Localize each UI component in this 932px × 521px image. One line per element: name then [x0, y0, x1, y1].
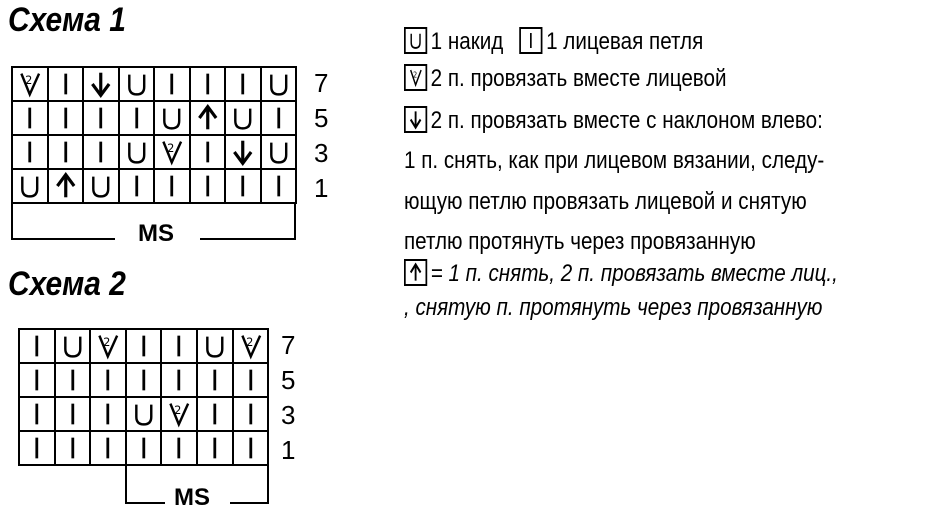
legend-ssk-line1: 2 п. провязать вместе с наклоном влево: — [430, 107, 823, 134]
schema2-row-number: 7 — [281, 330, 296, 360]
schema2-cell-k-icon — [162, 364, 198, 398]
svg-text:2: 2 — [167, 141, 175, 156]
schema1-cell-k-icon — [226, 68, 262, 102]
schema1-repeat-line-right — [200, 238, 296, 240]
sk2p-arrow-up-icon — [404, 259, 427, 286]
schema1-cell-k-icon — [191, 170, 227, 204]
schema1-row-number: 1 — [314, 173, 329, 203]
schema1-repeat-right-tick — [294, 204, 296, 240]
schema2-cell-k-icon — [56, 432, 92, 466]
legend-row-yo-knit — [404, 27, 703, 56]
schema2-chart — [18, 328, 269, 466]
schema1-cell-k-icon — [226, 170, 262, 204]
schema2-row-number: 3 — [281, 400, 296, 430]
schema2-cell-k-icon — [162, 432, 198, 466]
schema2-repeat-right-tick — [267, 466, 269, 504]
schema2-cell-k2tog-icon — [162, 398, 198, 432]
knit-stitch-icon — [519, 27, 542, 54]
schema2-cell-k-icon — [91, 432, 127, 466]
legend-ssk-line3: ющую петлю провязать лицевой и снятую — [404, 188, 807, 215]
schema2-title: Схема 2 — [8, 265, 126, 303]
legend-sk2p-line2: , снятую п. протянуть через провязанную — [404, 294, 823, 321]
schema1-cell-sk2p-icon — [49, 170, 85, 204]
schema1-cell-k-icon — [191, 136, 227, 170]
schema1-cell-k-icon — [49, 136, 85, 170]
schema2-repeat-label: MS — [174, 484, 210, 511]
schema1-cell-yo-icon — [226, 102, 262, 136]
schema1-cell-yo-icon — [262, 136, 298, 170]
schema2-cell-k-icon — [91, 398, 127, 432]
schema1-cell-k-icon — [191, 68, 227, 102]
schema2-repeat-line-left — [125, 502, 165, 504]
schema2-cell-k-icon — [20, 364, 56, 398]
schema1-cell-yo-icon — [120, 68, 156, 102]
schema1-cell-k-icon — [155, 170, 191, 204]
schema2-cell-k-icon — [234, 398, 270, 432]
schema2-cell-k-icon — [20, 432, 56, 466]
schema2-cell-yo-icon — [56, 330, 92, 364]
schema2-repeat-line-right — [230, 502, 269, 504]
schema2-cell-yo-icon — [198, 330, 234, 364]
schema2-cell-k2tog-icon — [234, 330, 270, 364]
schema1-repeat-left-tick — [11, 204, 13, 240]
schema2-cell-yo-icon — [127, 398, 163, 432]
schema2-cell-k2tog-icon — [91, 330, 127, 364]
legend-row-ssk — [404, 106, 823, 135]
schema1-cell-k-icon — [13, 136, 49, 170]
schema1-cell-k2tog-icon — [155, 136, 191, 170]
svg-text:2: 2 — [245, 335, 253, 350]
schema2-cell-k-icon — [20, 330, 56, 364]
legend-k-text: 1 лицевая петля — [546, 28, 704, 55]
schema1-cell-k-icon — [262, 170, 298, 204]
legend-ssk-line2: 1 п. снять, как при лицевом вязании, следу- — [404, 147, 825, 174]
schema1-cell-k-icon — [262, 102, 298, 136]
schema1-cell-ssk-icon — [226, 136, 262, 170]
schema1-cell-k-icon — [84, 136, 120, 170]
schema1-cell-yo-icon — [120, 136, 156, 170]
yarn-over-icon — [404, 27, 427, 54]
schema1-cell-yo-icon — [84, 170, 120, 204]
schema1-row-number: 5 — [314, 103, 329, 133]
schema1-cell-yo-icon — [13, 170, 49, 204]
schema1-cell-ssk-icon — [84, 68, 120, 102]
schema1-title: Схема 1 — [8, 1, 126, 39]
schema1-cell-k-icon — [49, 68, 85, 102]
schema1-repeat-line-left — [11, 238, 115, 240]
legend-row-k2tog — [404, 64, 727, 93]
schema2-cell-k-icon — [127, 432, 163, 466]
schema1-chart — [11, 66, 297, 204]
schema1-repeat-label: MS — [138, 220, 174, 247]
schema2-cell-k-icon — [56, 398, 92, 432]
legend-ssk-line4: петлю протянуть через провязанную — [404, 228, 756, 255]
schema2-cell-k-icon — [20, 398, 56, 432]
schema1-cell-k-icon — [120, 102, 156, 136]
legend-yo-text: 1 накид — [430, 28, 504, 55]
schema1-cell-k-icon — [84, 102, 120, 136]
ssk-arrow-down-icon — [404, 106, 427, 133]
schema1-row-number: 3 — [314, 138, 329, 168]
schema1-cell-k-icon — [120, 170, 156, 204]
schema1-row-number: 7 — [314, 68, 329, 98]
svg-text:2: 2 — [25, 73, 33, 88]
schema1-cell-yo-icon — [262, 68, 298, 102]
legend-sk2p-line1: = 1 п. снять, 2 п. провязать вместе лиц., — [430, 260, 838, 287]
schema1-cell-sk2p-icon — [191, 102, 227, 136]
svg-text:2: 2 — [412, 69, 418, 80]
schema1-cell-k-icon — [13, 102, 49, 136]
svg-text:2: 2 — [103, 335, 111, 350]
schema2-cell-k-icon — [127, 330, 163, 364]
legend-k2tog-text: 2 п. провязать вместе лицевой — [430, 65, 727, 92]
schema1-cell-k2tog-icon — [13, 68, 49, 102]
schema2-cell-k-icon — [234, 432, 270, 466]
schema2-repeat-left-tick — [125, 466, 127, 504]
schema2-cell-k-icon — [56, 364, 92, 398]
schema2-cell-k-icon — [162, 330, 198, 364]
schema1-cell-yo-icon — [155, 102, 191, 136]
schema1-cell-k-icon — [155, 68, 191, 102]
schema2-cell-k-icon — [234, 364, 270, 398]
schema1-cell-k-icon — [49, 102, 85, 136]
legend-row-sk2p — [404, 259, 838, 288]
svg-text:2: 2 — [174, 403, 182, 418]
schema2-cell-k-icon — [198, 432, 234, 466]
schema2-cell-k-icon — [127, 364, 163, 398]
schema2-cell-k-icon — [91, 364, 127, 398]
schema2-cell-k-icon — [198, 364, 234, 398]
k2tog-icon — [404, 64, 427, 91]
schema2-cell-k-icon — [198, 398, 234, 432]
schema2-row-number: 5 — [281, 365, 296, 395]
schema2-row-number: 1 — [281, 435, 296, 465]
